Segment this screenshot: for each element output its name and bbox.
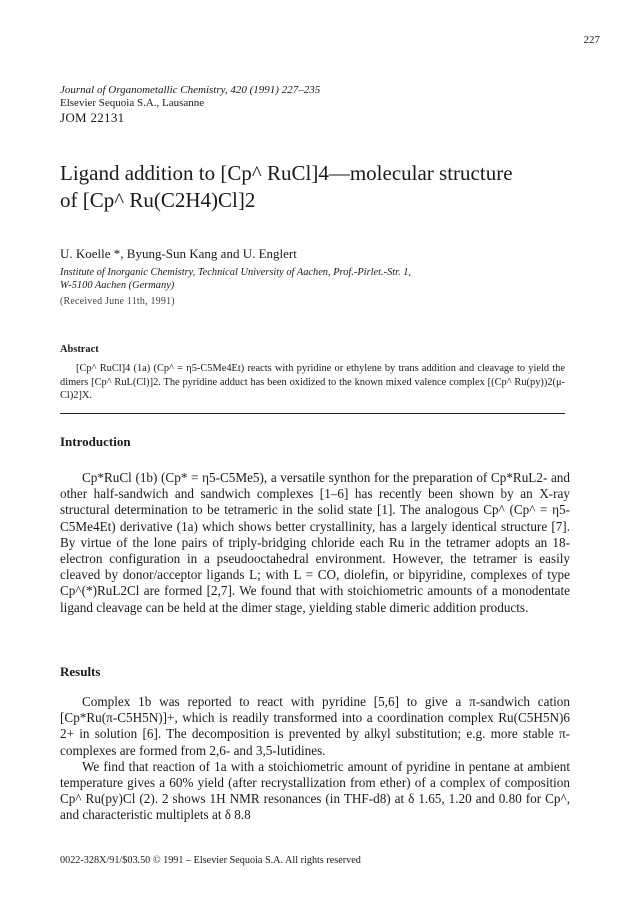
introduction-paragraph: Cp*RuCl (1b) (Cp* = η5-C5Me5), a versatile synthon for the preparation of Cp*RuL2- and other half-sandwich and sandwich complexes [1–6] has recently been shown by an X-ray structural determination to be tetrameric in the solid state [1]. The analogous Cp^ (Cp^ = η5-C5Me4Et) derivative (1a) which shows better crystallinity, has a largely identical structure [7]. By virtue of the lone pairs of triply-bridging chloride each Ru in the tetramer adopts an 18-electron configuration in a pseudooctahedral environment. However, the tetramer is easily cleaved by donor/acceptor ligands L; with L = CO, diolefin, or bipyridine, complexes of type Cp^(*)RuL2Cl are formed [2,7]. We found that with stoichiometric amounts of a monodentate ligand cleavage can be held at the dimer stage, yielding stable dimeric addition products. (60, 470, 570, 615)
introduction-body (60, 470, 570, 616)
institution (60, 266, 580, 292)
institution-line-2: W-5100 Aachen (Germany) (60, 280, 175, 291)
page-number: 227 (583, 34, 600, 46)
abstract-text (60, 362, 565, 403)
copyright-footer: 0022-328X/91/$03.50 © 1991 – Elsevier Sequoia S.A. All rights reserved (60, 855, 361, 866)
article-title (60, 160, 580, 214)
abstract-paragraph: [Cp^ RuCl]4 (1a) (Cp^ = η5-C5Me4Et) reacts with pyridine or ethylene by trans addition and cleavage to yield the dimers [Cp^ RuL(Cl)]2. The pyridine adduct has been oxidized to the known mixed valence complex [(Cp^ Ru(py))2(μ-Cl)2]X. (60, 363, 565, 401)
introduction-heading: Introduction (60, 434, 131, 449)
results-paragraph-1: Complex 1b was reported to react with pyridine [5,6] to give a π-sandwich cation [Cp*Ru(π-C5H5N)]+, which is readily transformed into a coordination complex Ru(C5H5N)6 2+ in solution [6]. The decomposition is prevented by alkyl substitution; e.g. more stable π-complexes are formed from 2,6- and 3,5-lutidines. (60, 694, 570, 758)
institution-line-1: Institute of Inorganic Chemistry, Technical University of Aachen, Prof.-Pirlet.-Str. 1, (60, 267, 412, 278)
journal-citation (60, 84, 320, 97)
title-line-2: of [Cp^ Ru(C2H4)Cl]2 (60, 188, 256, 212)
abstract-heading: Abstract (60, 344, 99, 355)
journal-name: Journal of Organometallic Chemistry, 420 (1991) 227–235 (60, 84, 321, 96)
authors: U. Koelle *, Byung-Sun Kang and U. Englert (60, 246, 297, 261)
results-body (60, 694, 570, 824)
received-date: (Received June 11th, 1991) (60, 296, 175, 307)
results-paragraph-2: We find that reaction of 1a with a stoichiometric amount of pyridine in pentane at ambient temperature gives a 60% yield (after recrystallization from ether) of a complex of composition Cp^ Ru(py)Cl (2). 2 shows 1H NMR resonances (in THF-d8) at δ 1.65, 1.20 and 0.80 for Cp^, and characteristic multiplets at δ 8.8 (60, 758, 570, 823)
results-heading: Results (60, 664, 101, 679)
title-line-1: Ligand addition to [Cp^ RuCl]4—molecular structure (60, 161, 513, 185)
article-id: JOM 22131 (60, 110, 125, 125)
divider (60, 413, 565, 414)
publisher: Elsevier Sequoia S.A., Lausanne (60, 97, 205, 109)
